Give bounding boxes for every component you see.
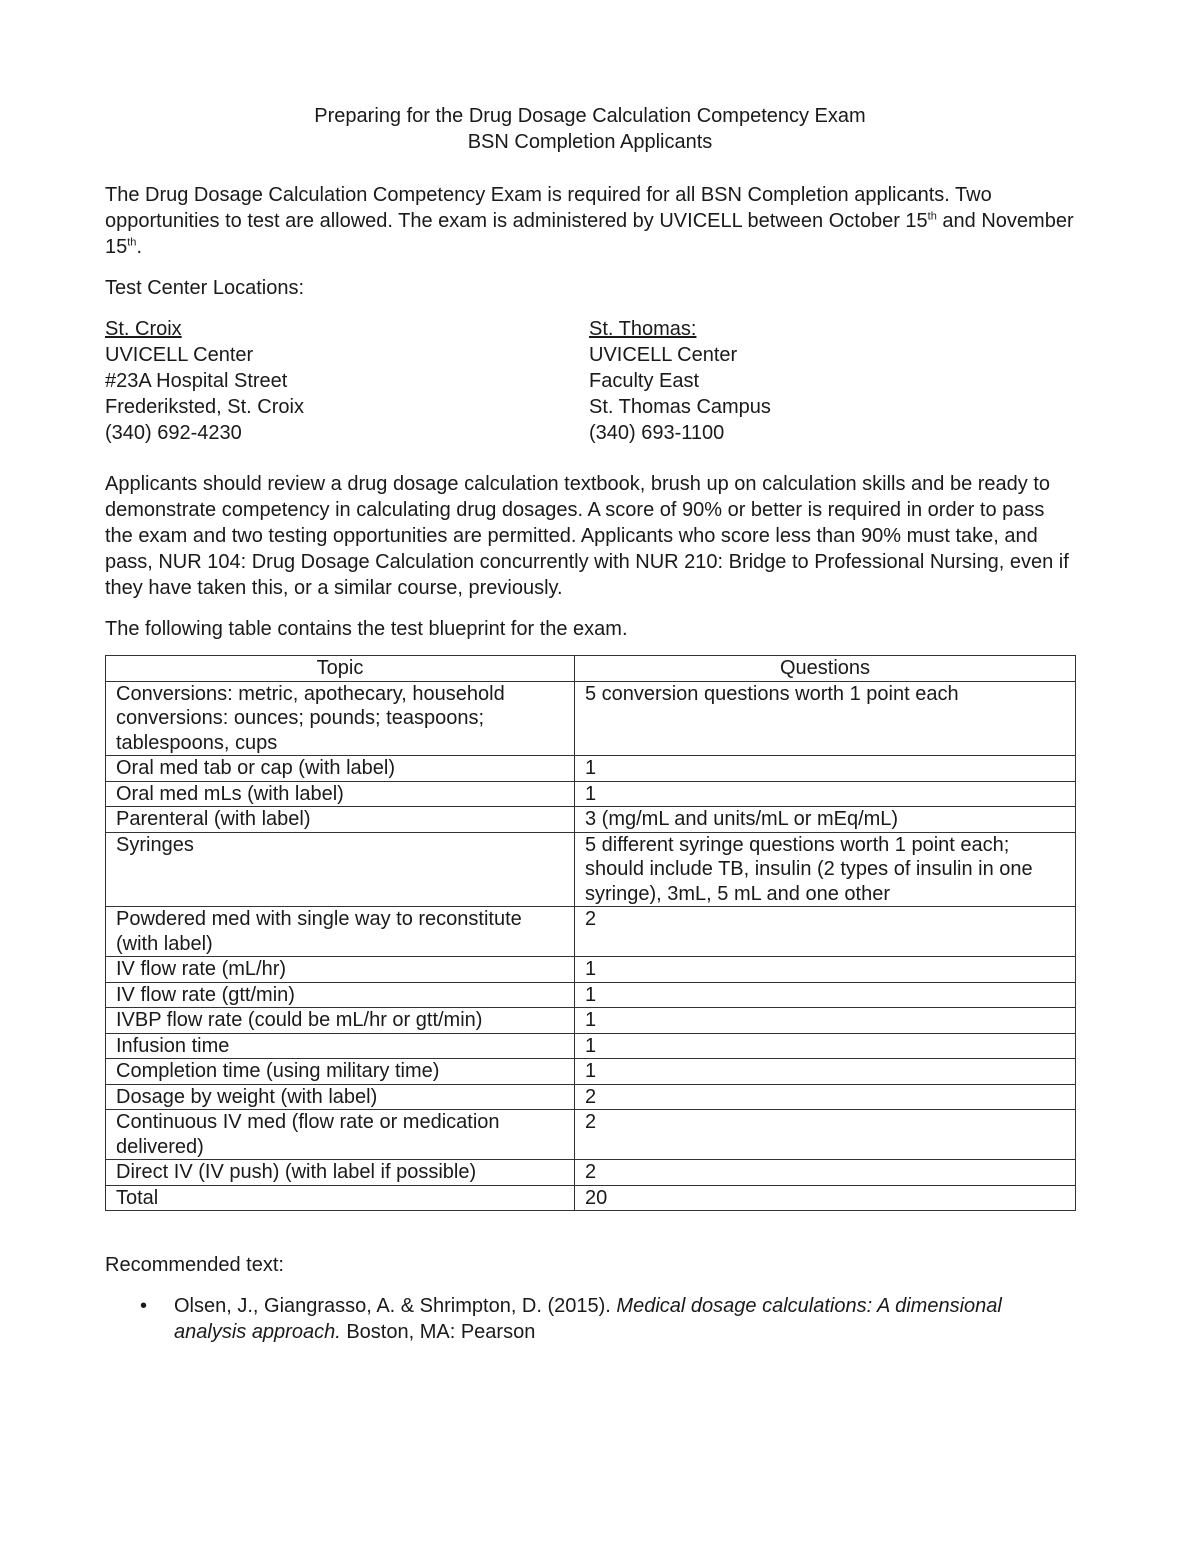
location-line: #23A Hospital Street <box>105 370 288 392</box>
topic-cell: Direct IV (IV push) (with label if possible) <box>106 1160 575 1186</box>
document-title <box>105 103 1075 155</box>
questions-cell: 1 <box>575 756 1076 782</box>
topic-cell: Completion time (using military time) <box>106 1059 575 1085</box>
ref-authors: Olsen, J., Giangrasso, A. & Shrimpton, D. (2015). <box>174 1295 617 1317</box>
location-phone: (340) 692-4230 <box>105 422 242 444</box>
questions-cell: 20 <box>575 1185 1076 1211</box>
location-line: Frederiksted, St. Croix <box>105 396 304 418</box>
document-page <box>105 103 1075 1345</box>
table-row <box>106 1008 1076 1034</box>
topic-cell: Oral med mLs (with label) <box>106 781 575 807</box>
questions-cell: 1 <box>575 1033 1076 1059</box>
questions-cell: 3 (mg/mL and units/mL or mEq/mL) <box>575 807 1076 833</box>
topic-cell: IVBP flow rate (could be mL/hr or gtt/min) <box>106 1008 575 1034</box>
location-line: UVICELL Center <box>105 344 254 366</box>
topic-cell: Powdered med with single way to reconstitute (with label) <box>106 907 575 957</box>
intro-sup-a: th <box>927 210 937 223</box>
list-item <box>105 1293 1074 1345</box>
test-center-locations <box>105 316 1075 446</box>
topic-cell: Total <box>106 1185 575 1211</box>
questions-cell: 1 <box>575 1059 1076 1085</box>
questions-cell: 2 <box>575 1110 1076 1160</box>
questions-cell: 5 conversion questions worth 1 point each <box>575 681 1076 756</box>
table-row <box>106 781 1076 807</box>
questions-cell: 1 <box>575 1008 1076 1034</box>
topic-cell: IV flow rate (gtt/min) <box>106 982 575 1008</box>
topic-cell: Conversions: metric, apothecary, household conversions: ounces; pounds; teaspoons; tablespoons, cups <box>106 681 575 756</box>
bullet-icon: • <box>140 1295 148 1317</box>
table-row <box>106 982 1076 1008</box>
topic-cell: Dosage by weight (with label) <box>106 1084 575 1110</box>
questions-cell: 2 <box>575 1160 1076 1186</box>
table-intro: The following table contains the test blueprint for the exam. <box>105 618 628 640</box>
header-questions: Questions <box>575 656 1076 682</box>
topic-cell: Infusion time <box>106 1033 575 1059</box>
table-total-row <box>106 1185 1076 1211</box>
location-line: St. Thomas Campus <box>589 396 771 418</box>
intro-text-c: . <box>136 236 142 258</box>
table-header-row <box>106 656 1076 682</box>
title-line-1: Preparing for the Drug Dosage Calculation Competency Exam <box>314 105 866 127</box>
intro-paragraph <box>105 182 1075 260</box>
ref-publisher: Boston, MA: Pearson <box>340 1321 536 1343</box>
review-paragraph: Applicants should review a drug dosage calculation textbook, brush up on calculation skills and be ready to demonstrate competency in calculating drug dosages. A score of 90% or better is required in order to pass the exam and two testing opportunities are permitted. Applicants who score less than 90% must take, and pass, NUR 104: Drug Dosage Calculation concurrently with NUR 210: Bridge to Professional Nursing, even if they have taken this, or a similar course, previously. <box>105 473 1069 599</box>
table-row <box>106 907 1076 957</box>
header-topic: Topic <box>106 656 575 682</box>
questions-cell: 2 <box>575 907 1076 957</box>
table-row <box>106 807 1076 833</box>
table-row <box>106 832 1076 907</box>
questions-cell: 1 <box>575 957 1076 983</box>
title-line-2: BSN Completion Applicants <box>467 131 713 153</box>
location-line: Faculty East <box>589 370 700 392</box>
location-phone: (340) 693-1100 <box>589 422 725 444</box>
topic-cell: Syringes <box>106 832 575 907</box>
topic-cell: Oral med tab or cap (with label) <box>106 756 575 782</box>
location-st-thomas <box>589 316 1073 446</box>
ref-title: Medical dosage calculations: A dimensional analysis approach. <box>174 1295 1002 1343</box>
questions-cell: 1 <box>575 781 1076 807</box>
topic-cell: Continuous IV med (flow rate or medication delivered) <box>106 1110 575 1160</box>
location-name: St. Croix <box>105 318 182 340</box>
location-name: St. Thomas: <box>589 318 697 340</box>
table-row <box>106 756 1076 782</box>
table-row <box>106 1084 1076 1110</box>
test-blueprint-table <box>105 655 1076 1211</box>
intro-sup-b: th <box>127 236 137 249</box>
table-row <box>106 1059 1076 1085</box>
table-row <box>106 681 1076 756</box>
questions-cell: 5 different syringe questions worth 1 point each; should include TB, insulin (2 types of insulin in one syringe), 3mL, 5 mL and one other <box>575 832 1076 907</box>
topic-cell: IV flow rate (mL/hr) <box>106 957 575 983</box>
reference-list <box>105 1293 1075 1345</box>
questions-cell: 2 <box>575 1084 1076 1110</box>
table-row <box>106 1160 1076 1186</box>
location-st-croix <box>105 316 589 446</box>
table-row <box>106 957 1076 983</box>
intro-text-a: The Drug Dosage Calculation Competency Exam is required for all BSN Completion applicants. Two opportunities to test are allowed. The exam is administered by UVICELL between October 15 <box>105 184 992 232</box>
table-row <box>106 1033 1076 1059</box>
intro-text-b: and November 15 <box>105 210 1074 258</box>
location-line: UVICELL Center <box>589 344 738 366</box>
recommended-heading: Recommended text: <box>105 1254 284 1276</box>
questions-cell: 1 <box>575 982 1076 1008</box>
locations-heading: Test Center Locations: <box>105 277 304 299</box>
table-row <box>106 1110 1076 1160</box>
topic-cell: Parenteral (with label) <box>106 807 575 833</box>
